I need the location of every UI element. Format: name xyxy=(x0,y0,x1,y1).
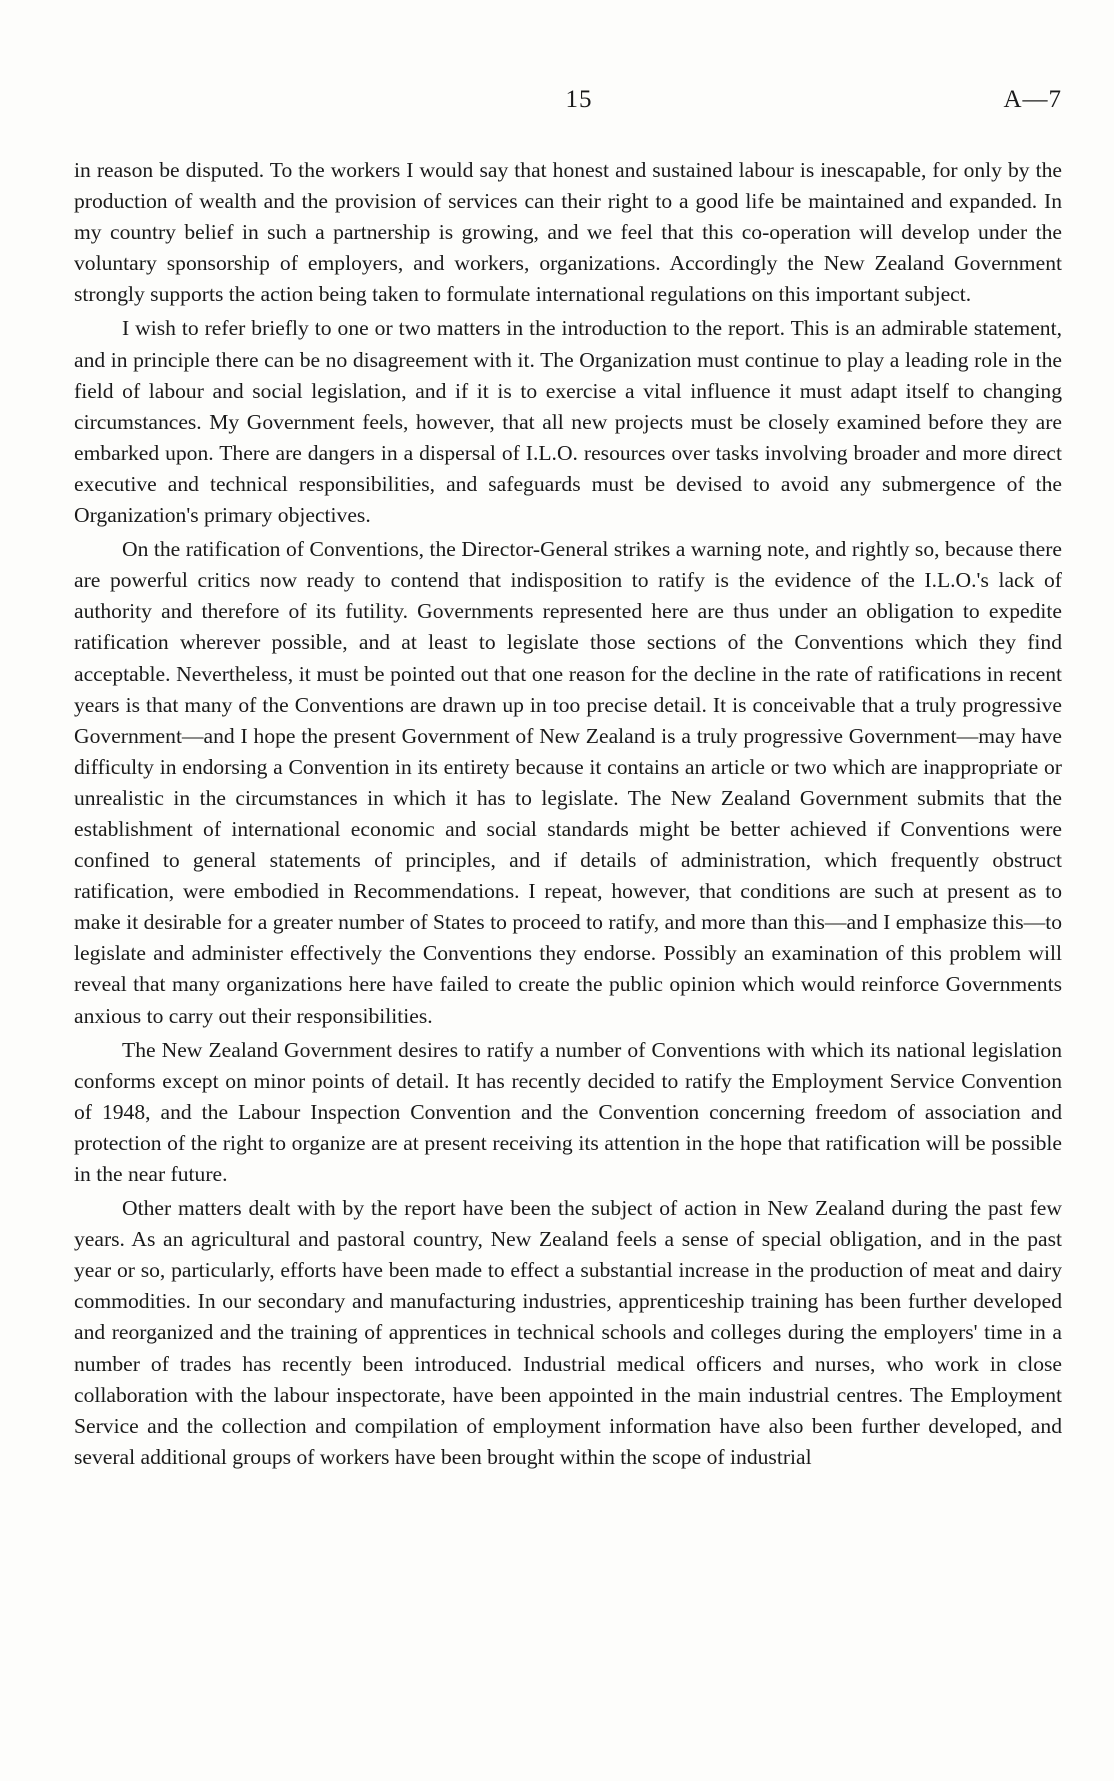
body-text xyxy=(74,155,1062,1476)
document-code: A—7 xyxy=(1003,86,1062,113)
paragraph: On the ratification of Conventions, the Director-General strikes a warning note, and rightly so, because there are powerful critics now ready to contend that indisposition to ratify is the evidence of the I.L.O.'s lack of authority and therefore of its futility. Governments represented here are thus under an obligation to expedite ratification wherever possible, and at least to legislate those sections of the Conventions which they find acceptable. Nevertheless, it must be pointed out that one reason for the decline in the rate of ratifications in recent years is that many of the Conventions are drawn up in too precise detail. It is conceivable that a truly progressive Government—and I hope the present Government of New Zealand is a truly progressive Government—may have difficulty in endorsing a Convention in its entirety because it contains an article or two which are inappropriate or unrealistic in the circumstances in which it has to legislate. The New Zealand Government submits that the establishment of international economic and social standards might be better achieved if Conventions were confined to general statements of principles, and if details of administration, which frequently obstruct ratification, were embodied in Recommendations. I repeat, however, that conditions are such at present as to make it desirable for a greater number of States to proceed to ratify, and more than this—and I emphasize this—to legislate and administer effectively the Conventions they endorse. Possibly an examination of this problem will reveal that many organizations here have failed to create the public opinion which would reinforce Governments anxious to carry out their responsibilities. xyxy=(74,537,1062,1028)
paragraph: in reason be disputed. To the workers I would say that honest and sustained labour is inescapable, for only by the production of wealth and the provision of services can their right to a good life be maintained and expanded. In my country belief in such a partnership is growing, and we feel that this co-operation will develop under the voluntary sponsorship of employers, and workers, organizations. Accordingly the New Zealand Government strongly supports the action being taken to formulate international regulations on this important subject. xyxy=(74,158,1062,307)
paragraph: Other matters dealt with by the report have been the subject of action in New Zealand during the past few years. As an agricultural and pastoral country, New Zealand feels a sense of special obligation, and in the past year or so, particularly, efforts have been made to effect a substantial increase in the production of meat and dairy commodities. In our secondary and manufacturing industries, apprenticeship training has been further developed and reorganized and the training of apprentices in technical schools and colleges during the employers' time in a number of trades has recently been introduced. Industrial medical officers and nurses, who work in close collaboration with the labour inspectorate, have been appointed in the main industrial centres. The Employment Service and the collection and compilation of employment information have also been further developed, and several additional groups of workers have been brought within the scope of industrial xyxy=(74,1196,1062,1469)
paragraph: The New Zealand Government desires to ratify a number of Conventions with which its national legislation conforms except on minor points of detail. It has recently decided to ratify the Employment Service Convention of 1948, and the Labour Inspection Convention and the Convention concerning freedom of association and protection of the right to organize are at present receiving its attention in the hope that ratification will be possible in the near future. xyxy=(74,1037,1062,1186)
paragraph: I wish to refer briefly to one or two matters in the introduction to the report. This is an admirable statement, and in principle there can be no disagreement with it. The Organization must continue to play a leading role in the field of labour and social legislation, and if it is to exercise a vital influence it must adapt itself to changing circumstances. My Government feels, however, that all new projects must be closely examined before they are embarked upon. There are dangers in a dispersal of I.L.O. resources over tasks involving broader and more direct executive and technical responsibilities, and safeguards must be devised to avoid any submergence of the Organization's primary objectives. xyxy=(74,316,1062,528)
page-header xyxy=(74,86,1062,126)
page-number: 15 xyxy=(565,86,593,113)
